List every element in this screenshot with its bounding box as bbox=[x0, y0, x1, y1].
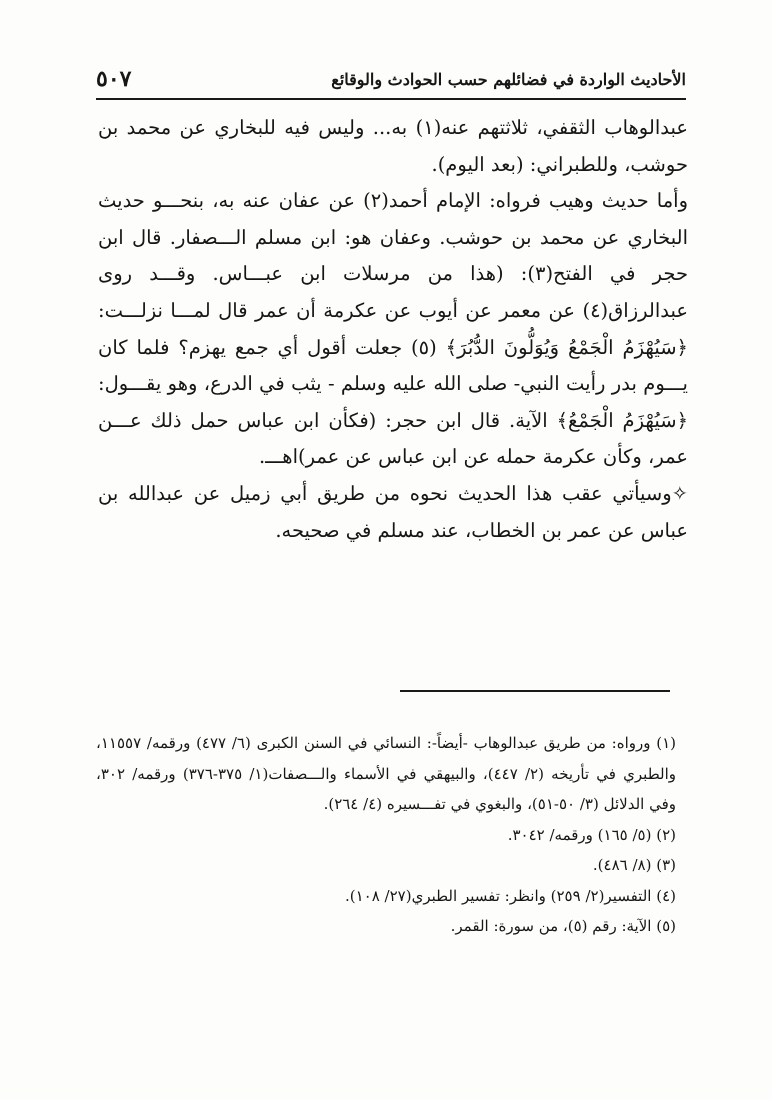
paragraph: وأما حديث وهيب فرواه: الإمام أحمد(٢) عن عفان عنه به، بنحـــو حديث البخاري عن محمد بن حوشب. وعفان هو: ابن مسلم الـــصفار. قال ابن حجر في الفتح(٣): (هذا من مرسلات ابن عبـــاس. وقـــد روى عبدالرزاق(٤) عن معمر عن أيوب عن عكرمة أن عمر قال لمـــا نزلـــت: ﴿سَيُهْزَمُ الْجَمْعُ وَيُوَلُّونَ الدُّبُرَ﴾ (٥) جعلت أقول أي جمع يهزم؟ فلما كان يـــوم بدر رأيت النبي- صلى الله عليه وسلم - يثب في الدرع، وهو يقـــول: ﴿سَيُهْزَمُ الْجَمْعُ﴾ الآية. قال ابن حجر: (فكأن ابن عباس حمل ذلك عـــن عمر، وكأن عكرمة حمله عن ابن عباس عن عمر)اهـــ. bbox=[98, 189, 688, 469]
footnote: (٥) الآية: رقم (٥)، من سورة: القمر. bbox=[450, 917, 676, 935]
running-title: الأحاديث الواردة في فضائلهم حسب الحوادث والوقائع bbox=[331, 70, 686, 89]
page-number: ٥٠٧ bbox=[96, 66, 132, 92]
footnote: (٣) (٨/ ٤٨٦). bbox=[592, 856, 676, 874]
page-header bbox=[96, 68, 686, 100]
footnote: (١) ورواه: من طريق عبدالوهاب -أيضاً-: النسائي في السنن الكبرى (٦/ ٤٧٧) ورقمه/ ١١٥٥٧، والطبري في تأريخه (٢/ ٤٤٧)، والبيهقي في الأسماء والـــصفات(١/ ٣٧٥-٣٧٦) ورقمه/ ٣٠٢، وفي الدلائل (٣/ ٥٠-٥١)، والبغوي في تفـــسيره (٤/ ٢٦٤). bbox=[96, 734, 676, 813]
paragraph: عبدالوهاب الثقفي، ثلاثتهم عنه(١) به... وليس فيه للبخاري عن محمد بن حوشب، وللطبراني: (بعد اليوم). bbox=[98, 116, 688, 176]
footnote-separator bbox=[400, 690, 670, 692]
paragraph: ✧وسيأتي عقب هذا الحديث نحوه من طريق أبي زميل عن عبدالله بن عباس عن عمر بن الخطاب، عند مسلم في صحيحه. bbox=[98, 481, 688, 542]
main-text bbox=[98, 110, 688, 549]
footnote: (٤) التفسير(٢/ ٢٥٩) وانظر: تفسير الطبري(٢٧/ ١٠٨). bbox=[344, 886, 676, 905]
footnote: (٢) (٥/ ١٦٥) ورقمه/ ٣٠٤٢. bbox=[507, 825, 676, 844]
footnotes bbox=[96, 728, 676, 942]
